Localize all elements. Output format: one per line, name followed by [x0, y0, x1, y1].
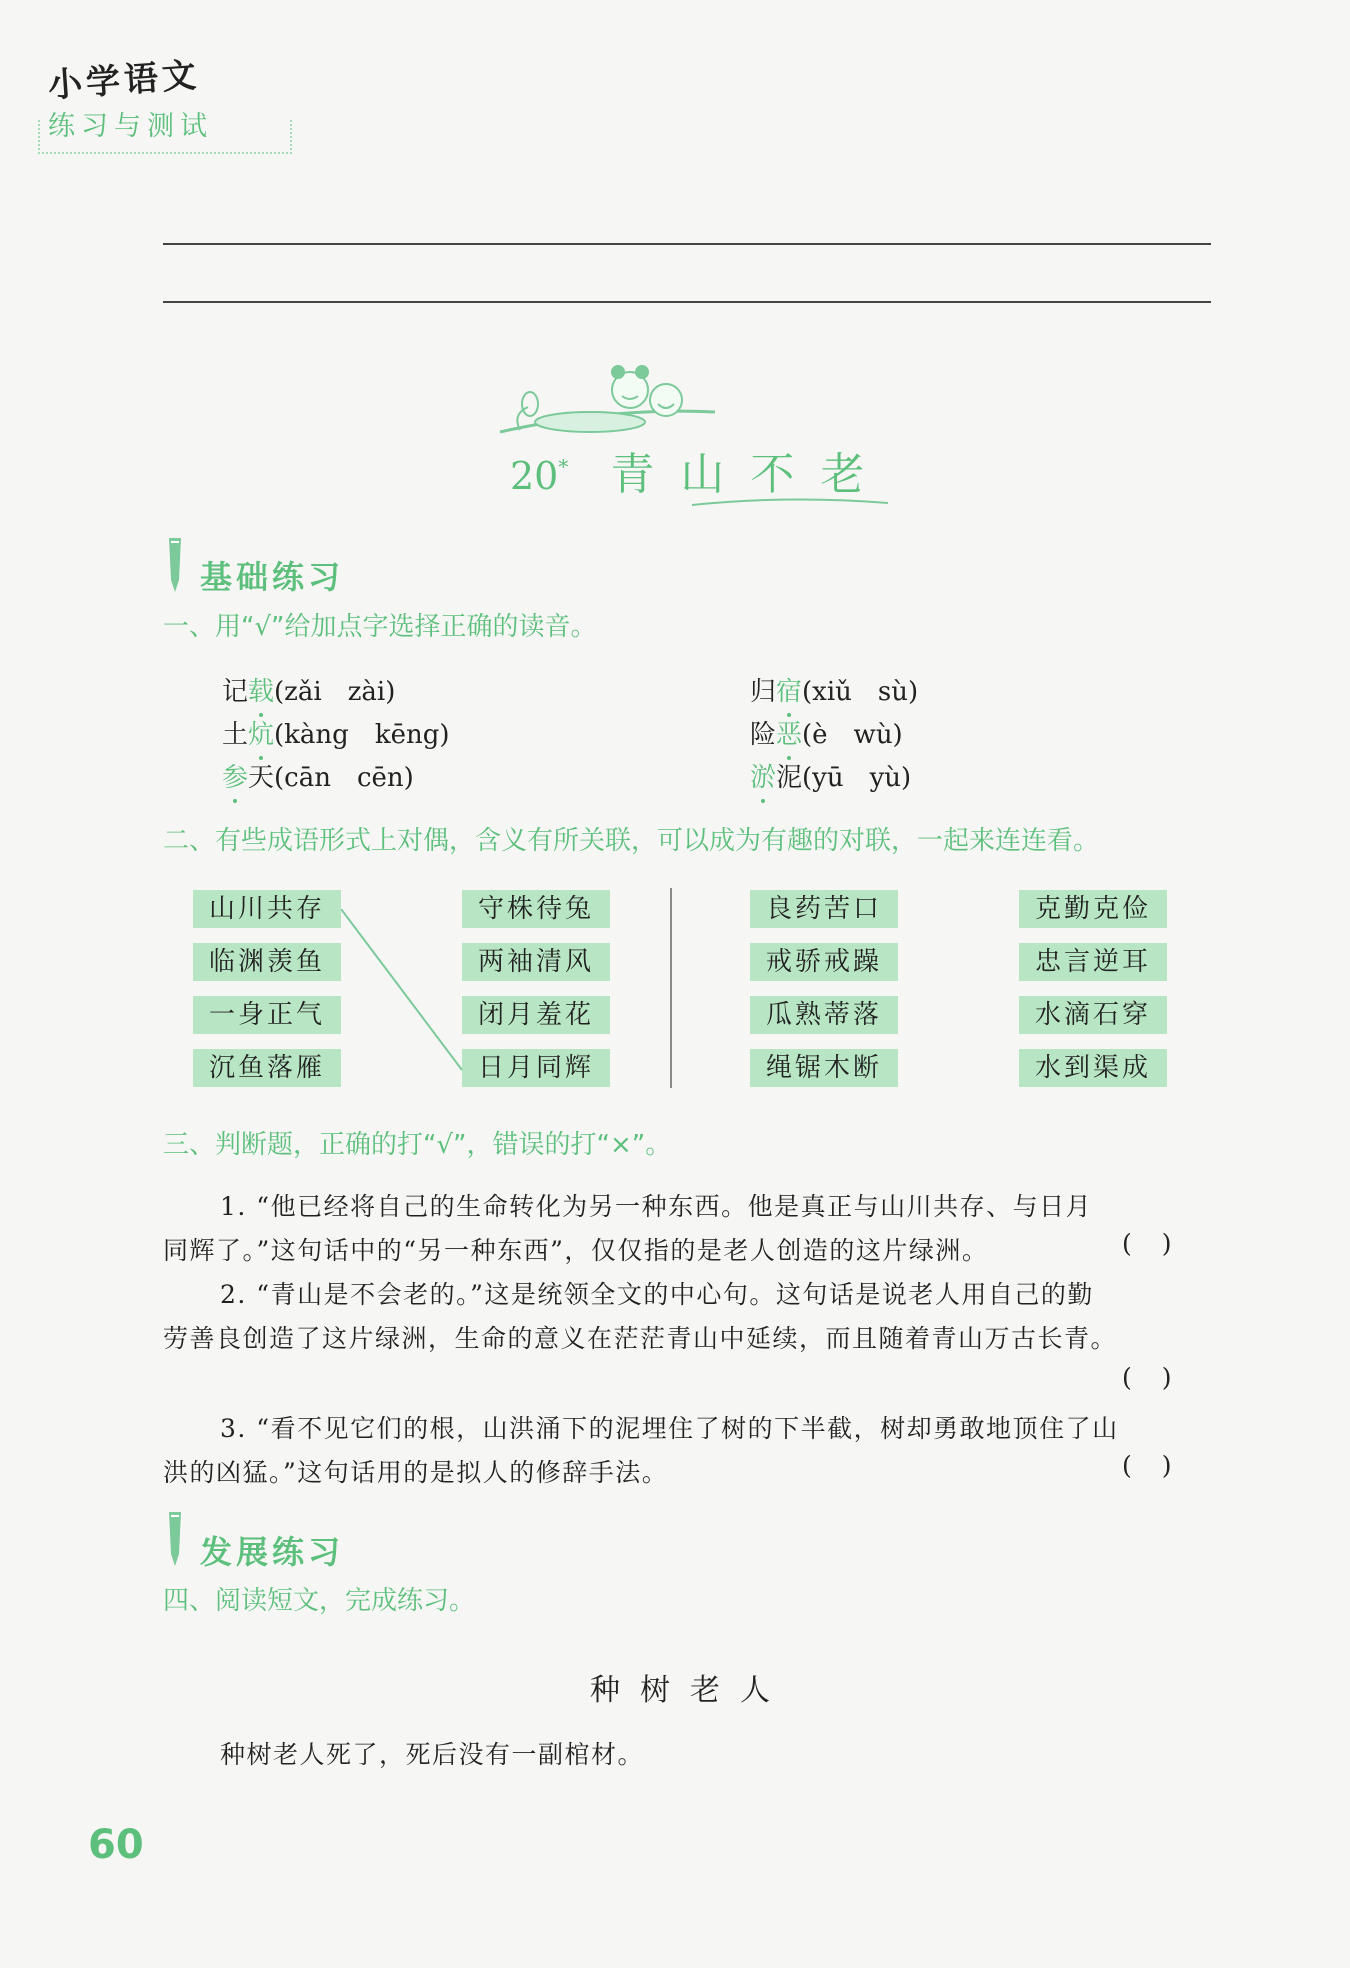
- question-2-prompt: 二、有些成语形式上对偶，含义有所关联，可以成为有趣的对联，一起来连连看。: [163, 826, 1100, 856]
- question-1-prompt: 一、用“√”给加点字选择正确的读音。: [163, 612, 597, 642]
- brand-subtitle: 练习与测试: [48, 111, 213, 142]
- idiom-card[interactable]: 戒骄戒躁: [750, 943, 898, 981]
- idiom-card[interactable]: 沉鱼落雁: [193, 1049, 341, 1087]
- title-underline-icon: [690, 495, 890, 509]
- pinyin-item: 淤泥(yū yù): [750, 763, 912, 793]
- lesson-title: [510, 438, 890, 502]
- question-3-prompt: 三、判断题，正确的打“√”，错误的打“×”。: [163, 1130, 672, 1160]
- section-basic-practice: 基础练习: [200, 558, 345, 596]
- children-illustration-icon: [490, 352, 720, 447]
- idiom-card[interactable]: 水到渠成: [1019, 1049, 1167, 1087]
- brand-frame: [38, 120, 292, 154]
- lesson-number: 20: [510, 454, 559, 498]
- statement-3-line-1: 3. “看不见它们的根，山洪涌下的泥埋住了树的下半截，树却勇敢地顶住了山: [220, 1414, 1119, 1443]
- idiom-card[interactable]: 日月同辉: [462, 1049, 610, 1087]
- idiom-card[interactable]: 瓜熟蒂落: [750, 996, 898, 1034]
- pinyin-item: 归宿(xiǔ sù): [750, 677, 919, 707]
- story-title: 种树老人: [590, 1673, 790, 1708]
- story-text: 种树老人死了，死后没有一副棺材。: [220, 1740, 645, 1769]
- lesson-name: 青山不老: [610, 449, 891, 500]
- pencil-icon: [163, 534, 187, 596]
- idiom-card[interactable]: 守株待兔: [462, 890, 610, 928]
- example-match-line: [341, 909, 463, 1071]
- idiom-card[interactable]: 山川共存: [193, 890, 341, 928]
- idiom-card[interactable]: 良药苦口: [750, 890, 898, 928]
- section-development-practice: 发展练习: [200, 1533, 345, 1571]
- question-4-prompt: 四、阅读短文，完成练习。: [163, 1586, 476, 1616]
- statement-3-line-2: 洪的凶猛。”这句话用的是拟人的修辞手法。: [163, 1458, 669, 1487]
- pinyin-item: 险恶(è wù): [750, 720, 903, 750]
- idiom-card[interactable]: 克勤克俭: [1019, 890, 1167, 928]
- lesson-marker: *: [558, 454, 569, 479]
- pencil-icon: [163, 1508, 187, 1570]
- answer-line-1: [163, 243, 1211, 245]
- idiom-card[interactable]: 一身正气: [193, 996, 341, 1034]
- page-number: 60: [88, 1822, 144, 1868]
- brand-title: 小学语文: [46, 55, 202, 106]
- statement-2-line-2: 劳善良创造了这片绿洲，生命的意义在茫茫青山中延续，而且随着青山万古长青。: [163, 1324, 1118, 1353]
- idiom-card[interactable]: 两袖清风: [462, 943, 610, 981]
- answer-paren-2[interactable]: (): [1122, 1363, 1202, 1392]
- statement-2-line-1: 2. “青山是不会老的。”这是统领全文的中心句。这句话是说老人用自己的勤: [220, 1280, 1094, 1309]
- idiom-card[interactable]: 闭月羞花: [462, 996, 610, 1034]
- pinyin-item: 参天(cān cēn): [222, 763, 414, 793]
- statement-1-line-1: 1. “他已经将自己的生命转化为另一种东西。他是真正与山川共存、与日月: [220, 1192, 1093, 1221]
- statement-1-line-2: 同辉了。”这句话中的“另一种东西”，仅仅指的是老人创造的这片绿洲。: [163, 1236, 989, 1265]
- pinyin-item: 记载(zǎi zài): [222, 677, 396, 707]
- answer-paren-1[interactable]: (): [1122, 1229, 1202, 1258]
- idiom-card[interactable]: 绳锯木断: [750, 1049, 898, 1087]
- idiom-card[interactable]: 水滴石穿: [1019, 996, 1167, 1034]
- idiom-card[interactable]: 临渊羡鱼: [193, 943, 341, 981]
- answer-paren-3[interactable]: (): [1122, 1451, 1202, 1480]
- column-divider: [670, 888, 672, 1088]
- idiom-card[interactable]: 忠言逆耳: [1019, 943, 1167, 981]
- pinyin-item: 土炕(kàng kēng): [222, 720, 450, 750]
- answer-line-2: [163, 301, 1211, 303]
